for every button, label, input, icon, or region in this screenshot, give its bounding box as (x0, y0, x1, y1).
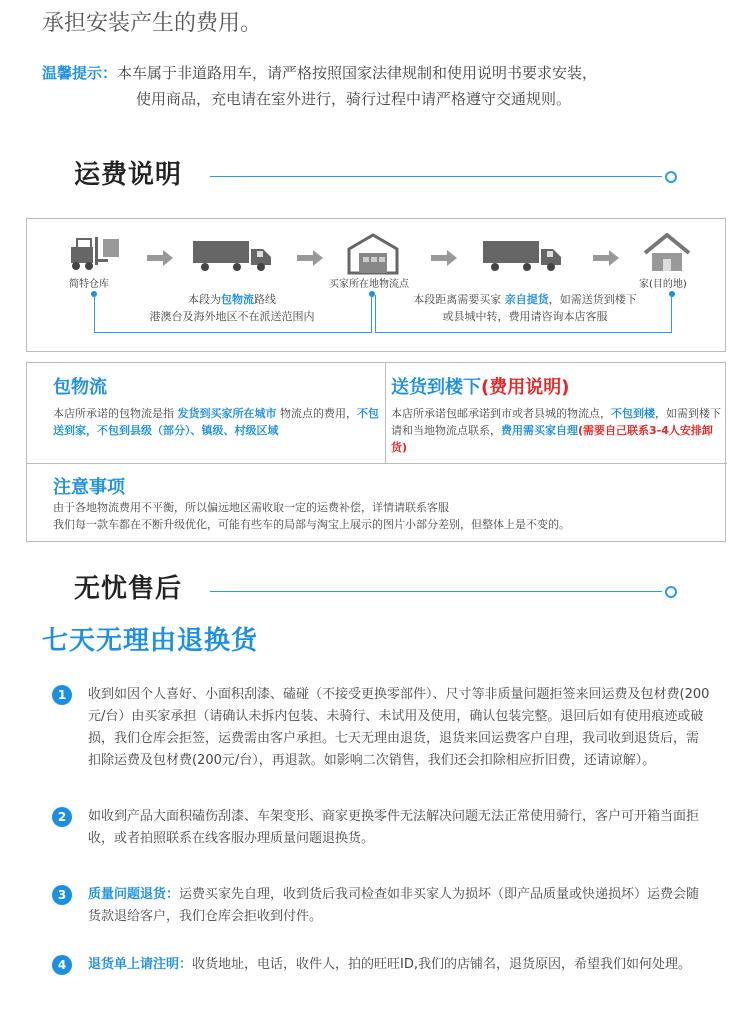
info-title-package-logistics: 包物流 (53, 377, 107, 398)
number-badge-icon: 1 (52, 685, 72, 705)
truck-icon (483, 239, 563, 273)
returns-item-text: 退货单上请注明：收货地址，电话，收件人，拍的旺旺ID,我们的店铺名，退货原因，希望我们如何处理。 (88, 957, 691, 972)
returns-item-4 (52, 954, 712, 1004)
arrow-right-icon (431, 255, 447, 261)
section-divider-shipping (210, 176, 662, 177)
arrow-right-icon (447, 250, 457, 266)
info-text-delivery-downstairs: 本店所承诺包邮承诺到市或者县城的物流点，不包到楼，如需到楼下请和当地物流点联系，费用需买家自理(需要自己联系3-4人安排卸货) (391, 407, 721, 454)
info-title-notice: 注意事项 (53, 477, 125, 498)
tip-line1: 本车属于非道路用车，请严格按照国家法律规制和使用说明书要求安装， (117, 64, 598, 82)
section-dot-icon (665, 586, 677, 598)
truck-icon (193, 239, 273, 273)
warm-tip (42, 60, 742, 112)
flow-segment2-text: 本段距离需要买家 亲自提货，如需送货到楼下 或县城中转，费用请咨询本店客服 (413, 293, 637, 323)
flow-segment1-text: 本段为包物流路线 港澳台及海外地区不在派送范围内 (149, 293, 315, 323)
flow-step-local-logistics: 买家所在地物流点 (329, 279, 409, 290)
section-title-shipping: 运费说明 (74, 160, 183, 190)
number-badge-icon: 3 (52, 885, 72, 905)
forklift-icon (67, 233, 125, 273)
arrow-right-icon (313, 250, 323, 266)
shipping-info-box (26, 362, 726, 542)
warehouse-icon (347, 231, 399, 275)
returns-item-2 (52, 806, 712, 856)
arrow-right-icon (609, 250, 619, 266)
house-icon (643, 233, 691, 273)
arrow-right-icon (163, 250, 173, 266)
number-badge-icon: 2 (52, 807, 72, 827)
flow-step-home: 家(目的地) (639, 279, 687, 290)
returns-item-text: 质量问题退货：运费买家先自理，收到货后我司检查如非买家人为损坏（即产品质量或快递损坏）运费会随货款退给客户，我们仓库会拒收到付件。 (88, 887, 700, 924)
section-divider-after-sales (210, 591, 662, 592)
returns-item-1 (52, 684, 712, 784)
returns-item-text: 如收到产品大面积磕伤刮漆、车架变形、商家更换零件无法解决问题无法正常使用骑行，客户可开箱当面拒收，或者拍照联系在线客服办理质量问题退换货。 (88, 809, 700, 846)
returns-item-3 (52, 884, 712, 934)
section-dot-icon (665, 171, 677, 183)
info-title-delivery-downstairs: 送货到楼下(费用说明) (391, 377, 570, 398)
returns-item-text: 收到如因个人喜好、小面积刮漆、磕碰（不接受更换零部件）、尺寸等非质量问题拒签来回运费及包材费(200元/台）由买家承担（请确认未拆内包装、未骑行、未试用及使用，确认包装完整。退回后如有使用痕迹或破损，我们仓库会拒签，运费需由客户承担。七天无理由退货，退货来回运费客户自理，我司收到退货后，需扣除运费及包材费(200元/台），再退款。如影响二次销售，我们还会扣除相应折旧费，还请谅解）。 (88, 687, 710, 768)
tip-label: 温馨提示： (42, 64, 118, 82)
flow-step-warehouse: 简特仓库 (69, 279, 109, 290)
shipping-flow-box (26, 218, 726, 352)
top-line-text: 承担安装产生的费用。 (42, 11, 263, 36)
number-badge-icon: 4 (52, 955, 72, 975)
info-divider-horizontal (27, 463, 727, 464)
info-divider-vertical (385, 363, 386, 463)
arrow-right-icon (147, 255, 163, 261)
returns-title: 七天无理由退换货 (42, 626, 259, 656)
section-title-after-sales: 无忧售后 (74, 574, 183, 604)
tip-line2: 使用商品，充电请在室外进行，骑行过程中请严格遵守交通规则。 (136, 90, 572, 108)
arrow-right-icon (593, 255, 609, 261)
info-text-notice: 由于各地物流费用不平衡，所以偏远地区需收取一定的运费补偿，详情请联系客服 我们每一款车都在不断升级优化，可能有些车的局部与淘宝上展示的图片小部分差别，但整体上是不变的。 (53, 501, 570, 531)
arrow-right-icon (297, 255, 313, 261)
info-text-package-logistics: 本店所承诺的包物流是指 发货到买家所在城市 物流点的费用，不包送到家，不包到县级（部分）、镇级、村级区域 (53, 407, 379, 437)
